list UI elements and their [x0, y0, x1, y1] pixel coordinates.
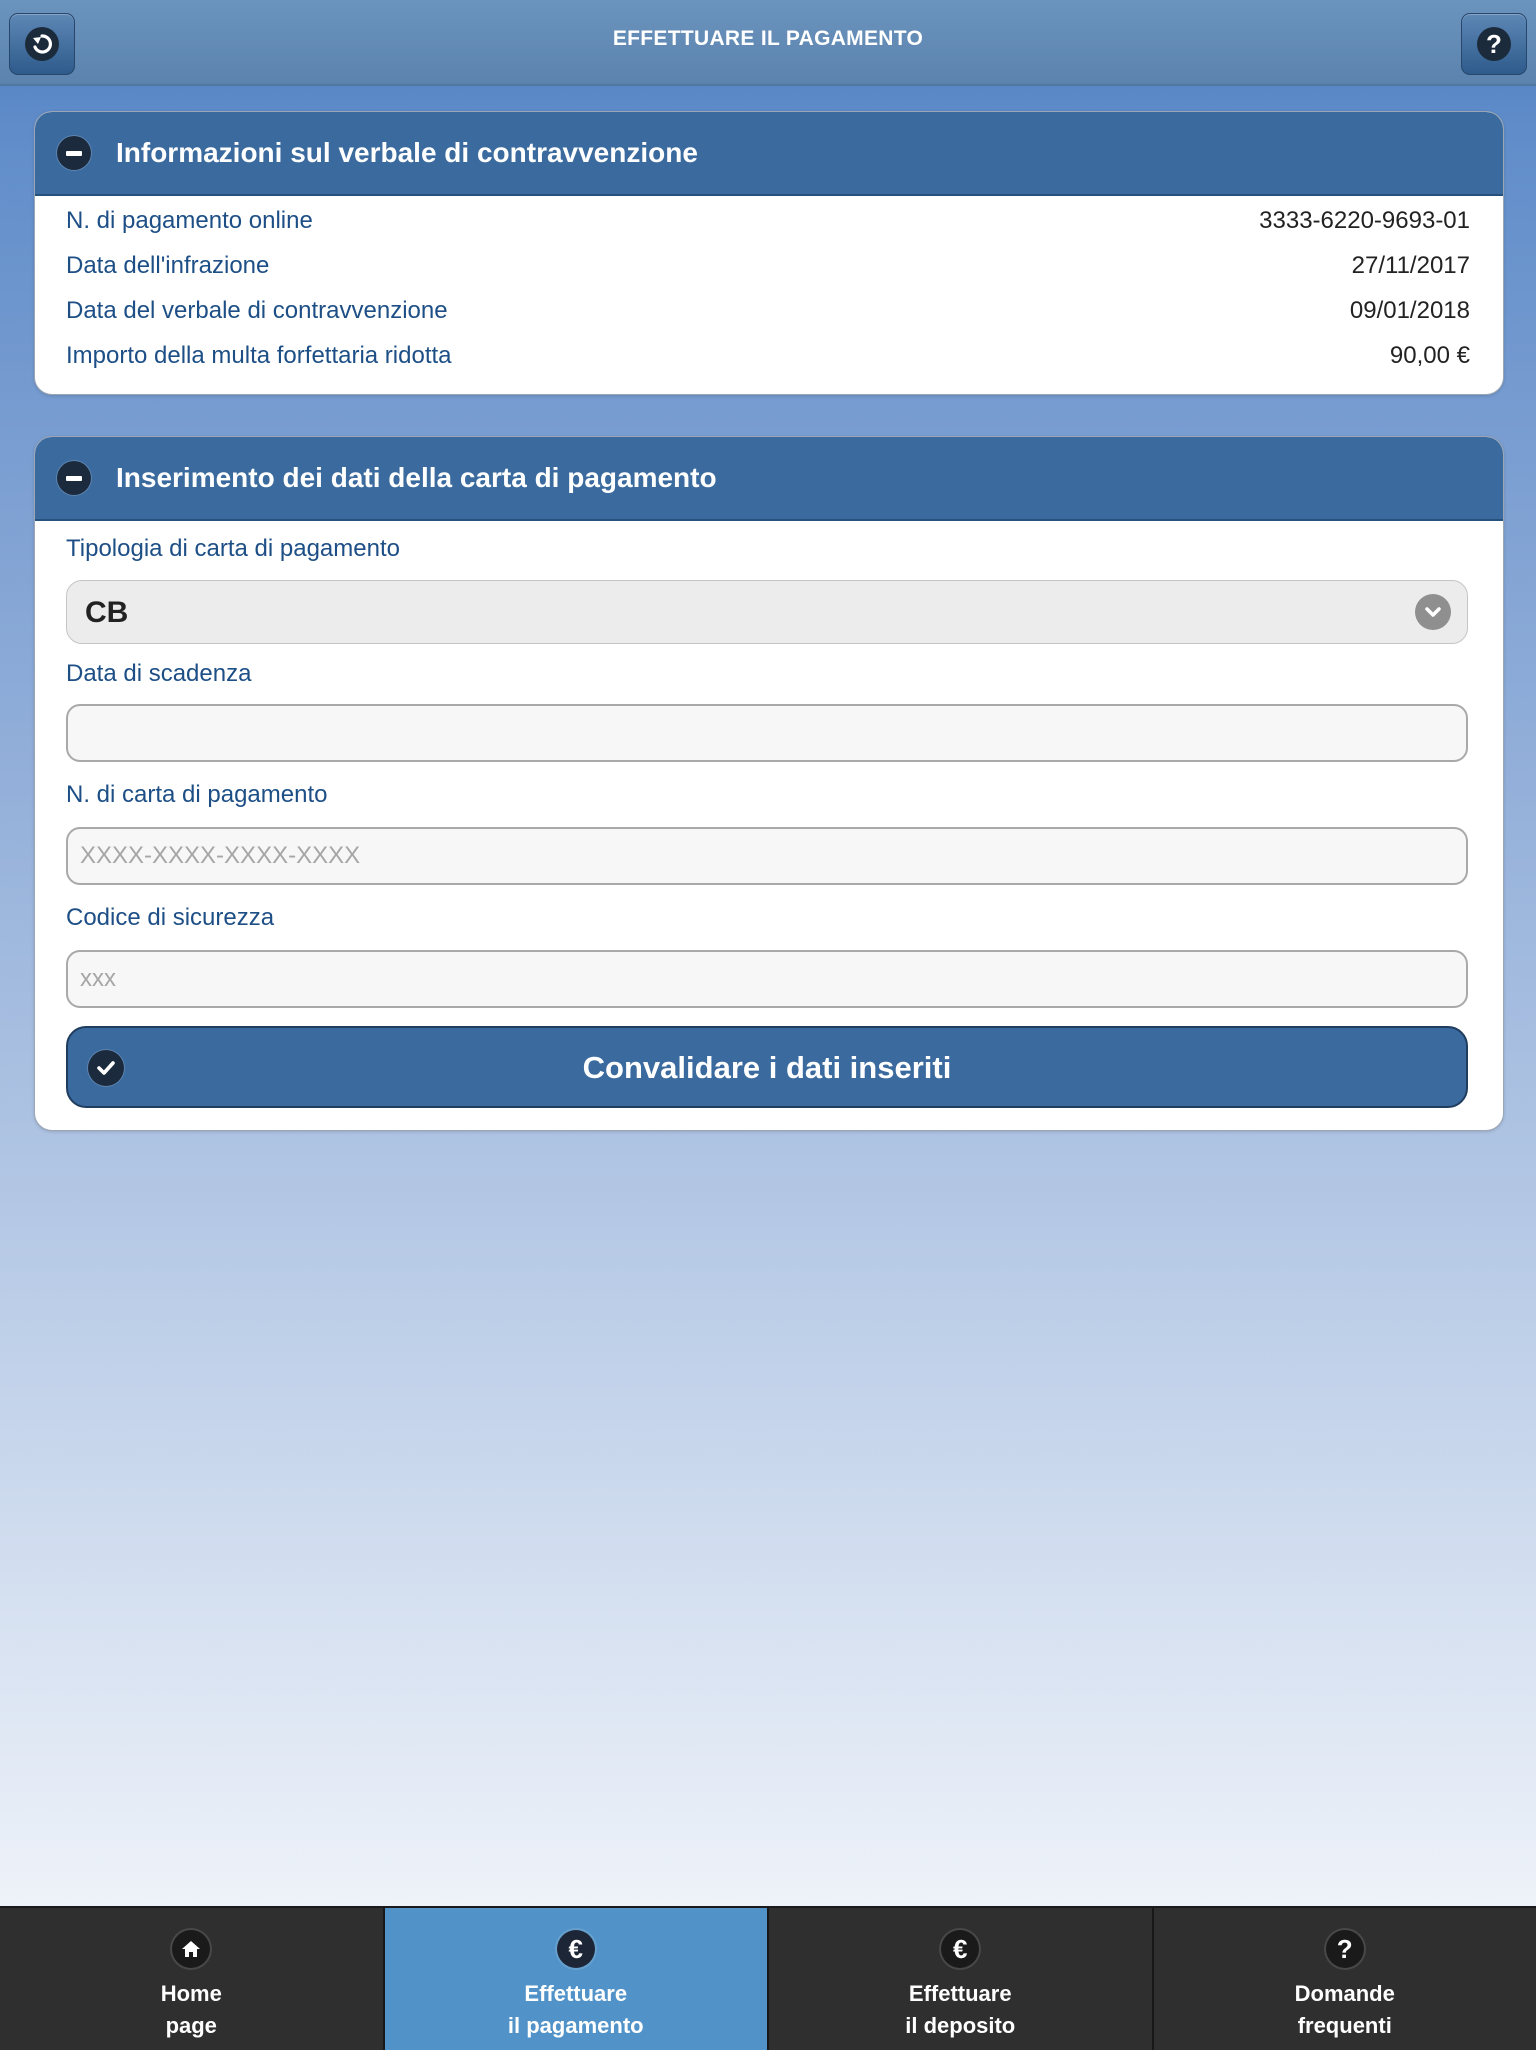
- home-icon: [172, 1930, 210, 1968]
- info-row-label: Data dell'infrazione: [66, 252, 269, 280]
- page-title: EFFETTUARE IL PAGAMENTO: [0, 27, 1536, 51]
- security-code-field[interactable]: [66, 950, 1468, 1008]
- tab-label-line1: Home: [0, 1978, 383, 2010]
- card-type-label: Tipologia di carta di pagamento: [66, 535, 400, 563]
- tab-label-line2: il pagamento: [385, 2010, 768, 2042]
- infraction-info-title: Informazioni sul verbale di contravvenzione: [116, 137, 698, 169]
- card-number-label: N. di carta di pagamento: [66, 781, 327, 809]
- card-number-field[interactable]: [66, 827, 1468, 885]
- info-row-label: Importo della multa forfettaria ridotta: [66, 342, 452, 370]
- collapse-icon[interactable]: [57, 136, 91, 170]
- tab-label-line2: il deposito: [769, 2010, 1152, 2042]
- question-icon: ?: [1477, 27, 1511, 61]
- euro-icon: €: [941, 1930, 979, 1968]
- top-bar: [0, 0, 1536, 86]
- infraction-info-header[interactable]: [35, 112, 1503, 196]
- tab-label-line2: frequenti: [1154, 2010, 1536, 2042]
- card-type-select[interactable]: [66, 580, 1468, 644]
- tab-faq[interactable]: [1152, 1908, 1536, 2050]
- info-row-value: 3333-6220-9693-01: [1259, 207, 1470, 235]
- card-data-title: Inserimento dei dati della carta di pagamento: [116, 462, 717, 494]
- tab-label-line1: Domande: [1154, 1978, 1536, 2010]
- expiry-date-field[interactable]: [66, 704, 1468, 762]
- card-type-value: CB: [85, 596, 128, 630]
- chevron-down-icon: [1415, 594, 1451, 630]
- collapse-icon[interactable]: [57, 461, 91, 495]
- euro-icon: €: [557, 1930, 595, 1968]
- info-row: [66, 207, 1470, 243]
- tab-payment[interactable]: [383, 1908, 768, 2050]
- card-data-header[interactable]: [35, 437, 1503, 521]
- info-row-value: 27/11/2017: [1352, 252, 1470, 280]
- info-row: [66, 252, 1470, 288]
- tab-label-line1: Effettuare: [769, 1978, 1152, 2010]
- info-row: [66, 297, 1470, 333]
- validate-button-label: Convalidare i dati inseriti: [68, 1050, 1466, 1086]
- bottom-tab-bar: [0, 1906, 1536, 2050]
- validate-button[interactable]: [66, 1026, 1468, 1108]
- tab-deposit[interactable]: [767, 1908, 1152, 2050]
- info-row-label: Data del verbale di contravvenzione: [66, 297, 448, 325]
- info-row-value: 90,00 €: [1390, 342, 1470, 370]
- tab-label-line2: page: [0, 2010, 383, 2042]
- tab-label-line1: Effettuare: [385, 1978, 768, 2010]
- infraction-info-panel: [34, 111, 1504, 395]
- info-row-label: N. di pagamento online: [66, 207, 313, 235]
- card-data-panel: [34, 436, 1504, 1131]
- question-icon: ?: [1326, 1930, 1364, 1968]
- info-row: [66, 342, 1470, 378]
- expiry-label: Data di scadenza: [66, 660, 251, 688]
- info-row-value: 09/01/2018: [1350, 297, 1470, 325]
- help-button[interactable]: [1461, 13, 1527, 75]
- tab-home[interactable]: [0, 1908, 383, 2050]
- security-code-label: Codice di sicurezza: [66, 904, 274, 932]
